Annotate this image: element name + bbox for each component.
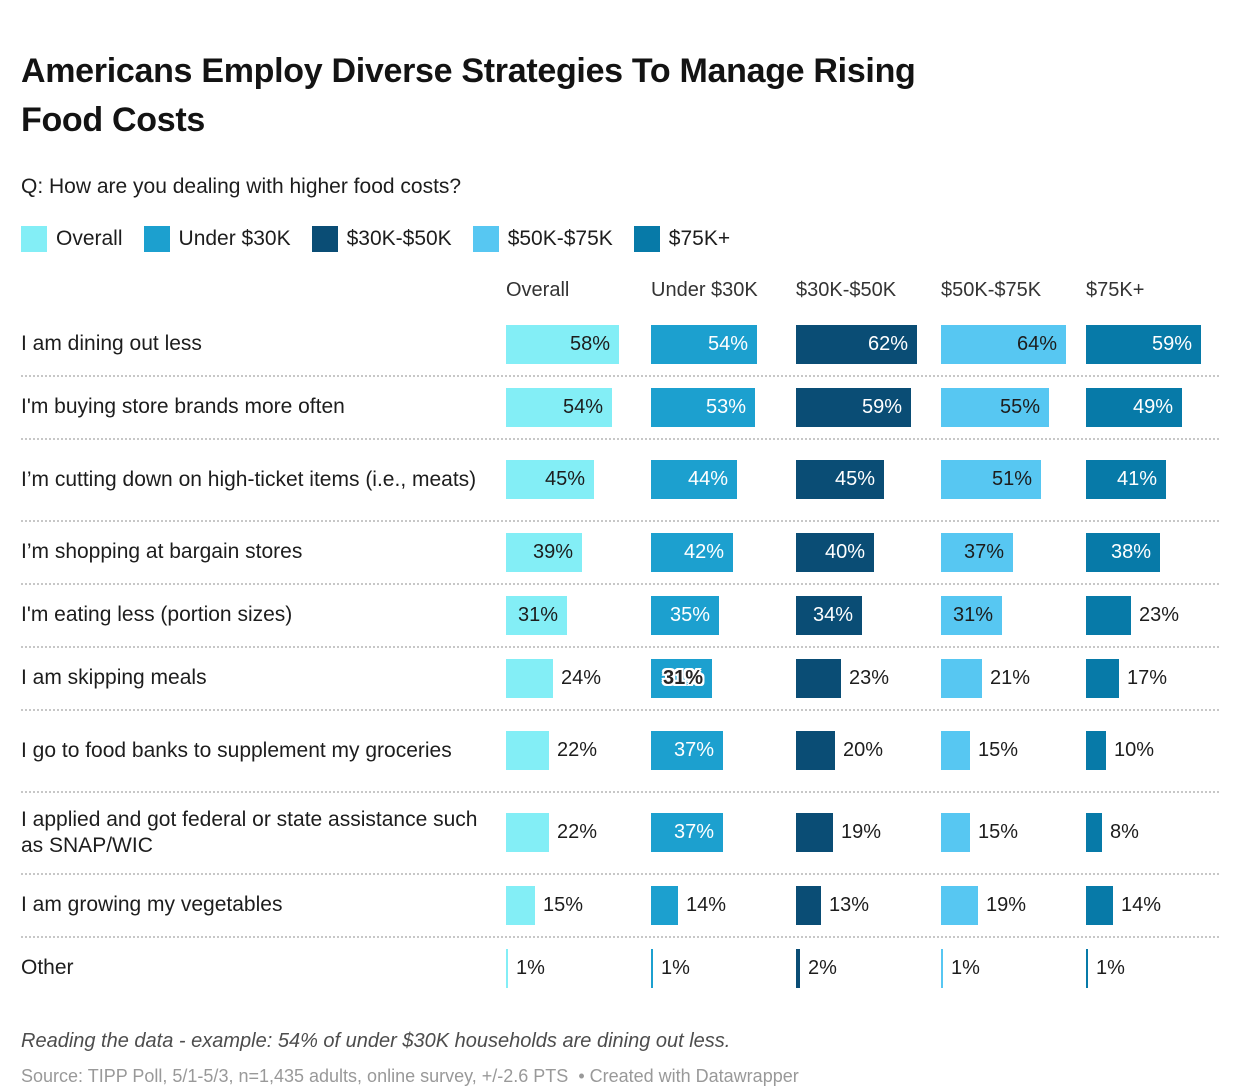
table-row (21, 522, 1219, 585)
table-row (21, 711, 1219, 793)
bar (1086, 460, 1166, 499)
bar-cell (941, 596, 1086, 635)
bar-cell (796, 596, 941, 635)
bar-cell (506, 533, 651, 572)
bar-cell (796, 731, 941, 770)
bar-cell (1086, 460, 1231, 499)
bar-value-label: 1% (951, 956, 980, 979)
bar-cell (506, 325, 651, 364)
bar (651, 533, 733, 572)
bar-cell (941, 460, 1086, 499)
bar-cell (1086, 731, 1231, 770)
bar (506, 388, 612, 427)
bar-value-label: 15% (978, 739, 1019, 762)
row-label: I'm eating less (portion sizes) (21, 603, 293, 627)
bar (1086, 659, 1119, 698)
bar-cell (651, 659, 796, 698)
bar (1086, 596, 1131, 635)
row-label: I'm buying store brands more often (21, 395, 345, 419)
bar-value-label: 20% (843, 739, 884, 762)
bar-cell (941, 813, 1086, 852)
table-row (21, 314, 1219, 377)
bar-cell (1086, 388, 1231, 427)
bar-value-label: 55% (999, 395, 1040, 418)
bar-cell (651, 886, 796, 925)
column-header: $50K-$75K (941, 278, 1042, 301)
bar-cell (941, 388, 1086, 427)
legend-label: Overall (56, 226, 123, 250)
bar-cell (651, 731, 796, 770)
bar (941, 460, 1041, 499)
bar (941, 731, 970, 770)
rows-container (21, 314, 1219, 999)
legend-swatch-icon (312, 226, 338, 252)
table-row (21, 440, 1219, 522)
bar-value-label: 22% (557, 821, 598, 844)
row-label: I applied and got federal or state assistance such as SNAP/WIC (21, 807, 478, 857)
column-header: Under $30K (651, 278, 758, 301)
bar-cell (941, 731, 1086, 770)
row-label: I’m cutting down on high-ticket items (i.e., meats) (21, 467, 477, 491)
table-row (21, 875, 1219, 938)
bar (941, 533, 1013, 572)
bar (1086, 325, 1201, 364)
source-line (21, 1066, 1219, 1087)
bar (1086, 813, 1102, 852)
bar (506, 731, 549, 770)
bar-cell (651, 388, 796, 427)
title-line-2: Food Costs (21, 100, 205, 139)
bar-value-label: 23% (849, 666, 890, 689)
bar-value-label: 14% (1121, 893, 1162, 916)
bar-cell (651, 949, 796, 988)
bar-value-label: 62% (867, 332, 908, 355)
bar-cell (1086, 325, 1231, 364)
legend-item (21, 226, 123, 252)
bar (796, 325, 917, 364)
row-label: Other (21, 956, 74, 980)
bar-value-label: 1% (1096, 956, 1125, 979)
legend-label: $30K-$50K (346, 226, 452, 250)
bar-cell (941, 325, 1086, 364)
bar (796, 949, 800, 988)
bar-value-label: 13% (829, 893, 870, 916)
bar (651, 596, 719, 635)
column-header: $30K-$50K (796, 278, 897, 301)
bar-value-label: 8% (1110, 821, 1139, 844)
bar (506, 325, 619, 364)
bar-cell (796, 388, 941, 427)
bar-value-label: 41% (1116, 468, 1157, 491)
legend (21, 226, 1219, 252)
bar-value-label: 34% (812, 603, 853, 626)
bar (941, 813, 970, 852)
column-header: Overall (506, 278, 570, 301)
row-label: I go to food banks to supplement my groceries (21, 738, 452, 762)
bar-cell (796, 533, 941, 572)
bar-value-label: 64% (1016, 332, 1057, 355)
column-headers (21, 279, 1219, 314)
bar (506, 533, 582, 572)
bar-cell (796, 949, 941, 988)
bar-cell (796, 886, 941, 925)
bar (941, 596, 1002, 635)
reading-note: Reading the data - example: 54% of under $30K households are dining out less. (21, 1029, 731, 1052)
bar-cell (506, 731, 651, 770)
bar (1086, 886, 1113, 925)
bar-value-label: 19% (841, 821, 882, 844)
bar-value-label: 45% (834, 468, 875, 491)
bar (796, 596, 862, 635)
bar (651, 325, 757, 364)
legend-label: Under $30K (178, 226, 291, 250)
survey-question: Q: How are you dealing with higher food costs? (21, 174, 462, 198)
bar-cell (651, 533, 796, 572)
bar-cell (651, 813, 796, 852)
bar (796, 731, 835, 770)
bar (651, 388, 755, 427)
bar (796, 886, 821, 925)
bar-value-label: 58% (569, 332, 610, 355)
bar-value-label: 49% (1132, 395, 1173, 418)
bar (651, 949, 653, 988)
bar-table (21, 279, 1219, 999)
page-title (21, 47, 1219, 145)
bar (941, 949, 943, 988)
bar-cell (796, 813, 941, 852)
bar-cell (506, 596, 651, 635)
bar (651, 731, 723, 770)
bar-cell (506, 949, 651, 988)
bar-value-label: 22% (557, 739, 598, 762)
bar-cell (1086, 596, 1231, 635)
bar-cell (1086, 533, 1231, 572)
bar-value-label: 10% (1114, 739, 1155, 762)
legend-item (312, 226, 452, 252)
bar (941, 659, 982, 698)
bar (941, 886, 978, 925)
table-row (21, 585, 1219, 648)
bar-value-label: 37% (963, 540, 1004, 563)
bar-cell (506, 813, 651, 852)
bar-value-label: 15% (543, 893, 584, 916)
bar-value-label: 53% (705, 395, 746, 418)
row-label: I’m shopping at bargain stores (21, 540, 303, 564)
legend-swatch-icon (634, 226, 660, 252)
bar-value-label: 44% (687, 468, 728, 491)
bar-value-label: 54% (707, 332, 748, 355)
bar (506, 949, 508, 988)
bar-value-label: 45% (544, 468, 585, 491)
bar (506, 886, 535, 925)
bar-cell (1086, 949, 1231, 988)
bar-value-label: 19% (986, 893, 1027, 916)
bar-value-label: 24% (561, 666, 602, 689)
bar-cell (1086, 886, 1231, 925)
bar-cell (941, 659, 1086, 698)
bar (1086, 533, 1160, 572)
bar (1086, 388, 1182, 427)
bar-cell (506, 388, 651, 427)
bar-cell (651, 325, 796, 364)
bar-cell (941, 533, 1086, 572)
bar (506, 596, 567, 635)
bar-cell (1086, 813, 1231, 852)
bar-cell (1086, 659, 1231, 698)
bar (506, 813, 549, 852)
legend-swatch-icon (21, 226, 47, 252)
bar (506, 460, 594, 499)
bar-cell (506, 460, 651, 499)
bar (651, 886, 678, 925)
bar-cell (651, 460, 796, 499)
bar-value-label: 14% (686, 893, 727, 916)
row-label: I am growing my vegetables (21, 893, 283, 917)
bar-value-label: 31% (662, 666, 703, 689)
legend-swatch-icon (473, 226, 499, 252)
bar-value-label: 59% (1151, 332, 1192, 355)
title-line-1: Americans Employ Diverse Strategies To Manage Rising (21, 51, 916, 90)
legend-item (634, 226, 730, 252)
legend-item (144, 226, 291, 252)
bar-cell (506, 659, 651, 698)
legend-label: $75K+ (668, 226, 731, 250)
bar-value-label: 15% (978, 821, 1019, 844)
bar-value-label: 54% (562, 395, 603, 418)
row-label: I am skipping meals (21, 666, 207, 690)
bar-value-label: 37% (673, 821, 714, 844)
bar-cell (796, 659, 941, 698)
bar-value-label: 31% (517, 603, 558, 626)
bar (796, 460, 884, 499)
table-row (21, 793, 1219, 875)
bar-cell (506, 886, 651, 925)
bar-cell (796, 460, 941, 499)
bar (651, 659, 712, 698)
bar (651, 813, 723, 852)
legend-item (473, 226, 613, 252)
bar-value-label: 38% (1110, 540, 1151, 563)
bar-cell (651, 596, 796, 635)
bar-cell (941, 949, 1086, 988)
bar-value-label: 39% (532, 540, 573, 563)
bar (796, 659, 841, 698)
column-header: $75K+ (1086, 278, 1145, 301)
bar-cell (941, 886, 1086, 925)
bar (796, 388, 911, 427)
bar-value-label: 42% (683, 540, 724, 563)
bar-value-label: 31% (952, 603, 993, 626)
bar (1086, 949, 1088, 988)
bar (941, 325, 1066, 364)
bar-cell (796, 325, 941, 364)
table-row (21, 377, 1219, 440)
legend-label: $50K-$75K (507, 226, 613, 250)
bar (796, 813, 833, 852)
bar-value-label: 40% (824, 540, 865, 563)
bar (651, 460, 737, 499)
bar (796, 533, 874, 572)
source-text: Source: TIPP Poll, 5/1-5/3, n=1,435 adults, online survey, +/-2.6 PTS (21, 1065, 569, 1086)
bar-value-label: 1% (516, 956, 545, 979)
bar-value-label: 35% (669, 603, 710, 626)
row-label: I am dining out less (21, 332, 202, 356)
bar (1086, 731, 1106, 770)
bar-value-label: 23% (1139, 603, 1180, 626)
bar (941, 388, 1049, 427)
datawrapper-attribution: • Created with Datawrapper (578, 1065, 799, 1086)
bar-value-label: 37% (673, 739, 714, 762)
bar-value-label: 2% (808, 956, 837, 979)
legend-swatch-icon (144, 226, 170, 252)
table-row (21, 648, 1219, 711)
bar (506, 659, 553, 698)
bar-value-label: 59% (861, 395, 902, 418)
bar-value-label: 1% (661, 956, 690, 979)
bar-value-label: 21% (990, 666, 1031, 689)
bar-value-label: 17% (1127, 666, 1168, 689)
bar-value-label: 51% (991, 468, 1032, 491)
table-row (21, 938, 1219, 999)
